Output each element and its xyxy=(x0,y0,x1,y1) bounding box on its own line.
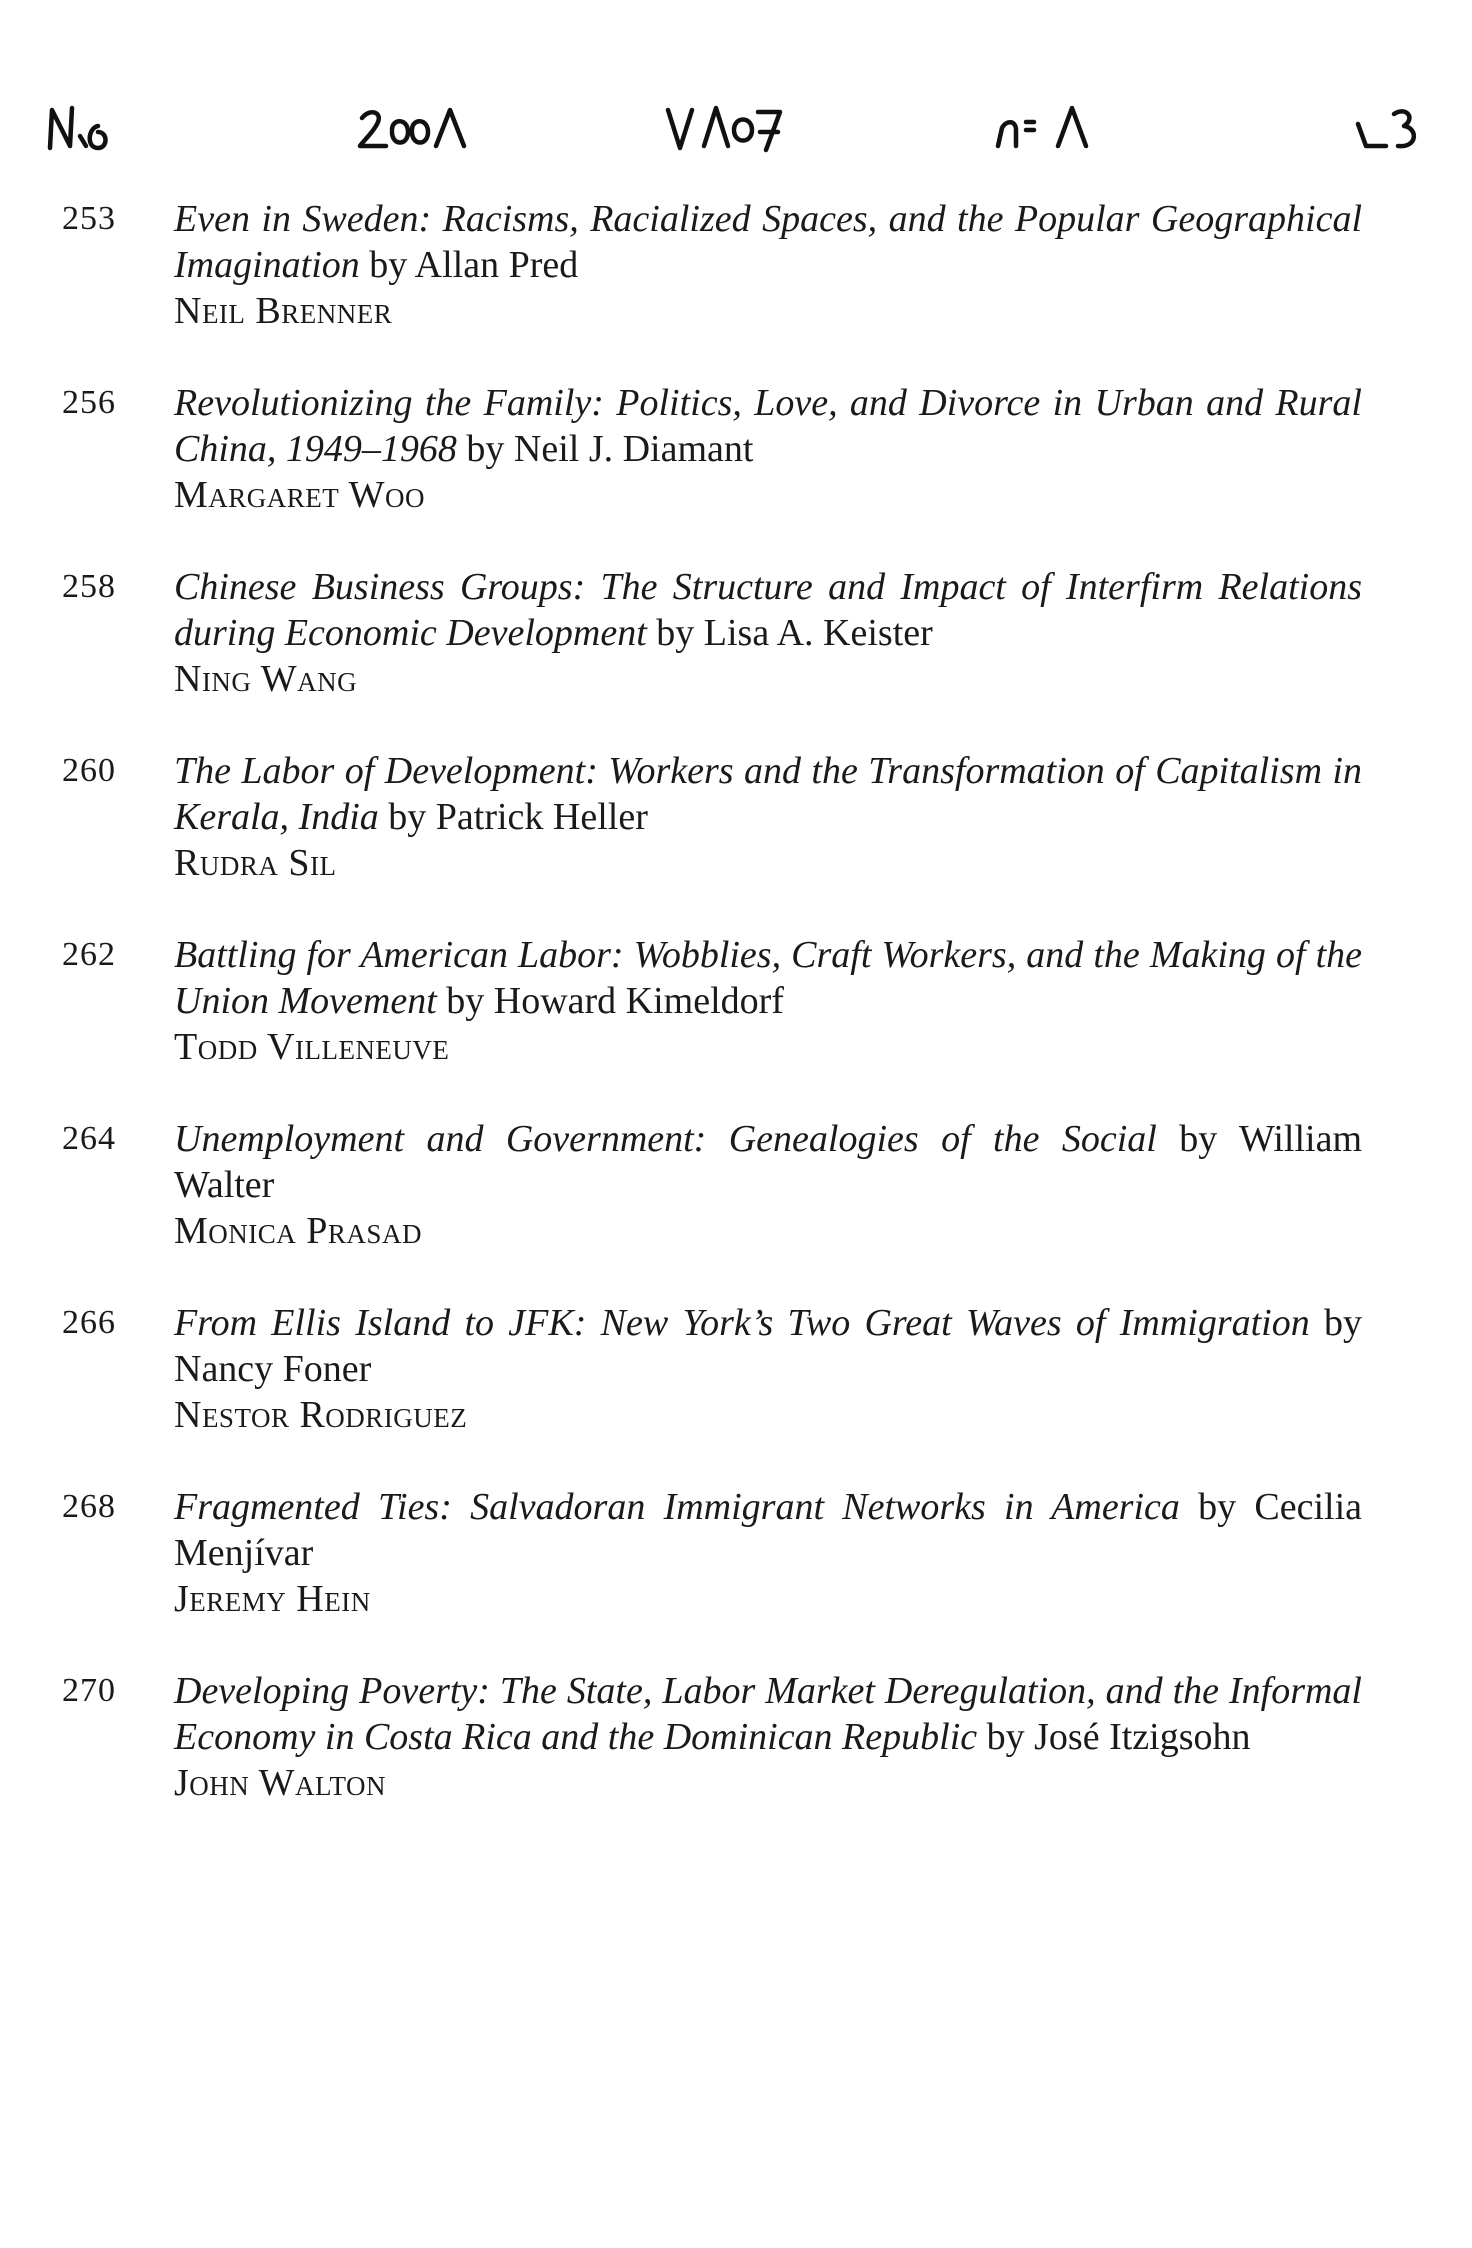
book-author: by Patrick Heller xyxy=(388,796,648,838)
entry-body xyxy=(174,1484,1362,1622)
list-item xyxy=(0,1116,1472,1300)
list-item xyxy=(0,748,1472,932)
entry-body xyxy=(174,380,1362,518)
reviewer-name: Ning Wang xyxy=(174,658,358,700)
book-title: Developing Poverty: The State, Labor Market Deregulation, and the Informal Economy in Costa Rica and the Dominican Republic xyxy=(174,1670,1362,1758)
book-author: by Lisa A. Keister xyxy=(656,612,933,654)
entry-body xyxy=(174,564,1362,702)
entry-body xyxy=(174,1116,1362,1254)
book-title: Unemployment and Government: Genealogies of the Social xyxy=(174,1118,1157,1160)
list-item xyxy=(0,1484,1472,1668)
citation xyxy=(174,380,1362,472)
page-number: 256 xyxy=(62,384,116,421)
list-item xyxy=(0,196,1472,380)
book-author: by José Itzigsohn xyxy=(986,1716,1251,1758)
entry-body xyxy=(174,932,1362,1070)
book-title: Even in Sweden: Racisms, Racialized Spaces, and the Popular Geographical Imagination xyxy=(174,198,1362,286)
book-author: by William Walter xyxy=(174,1118,1362,1206)
entry-body xyxy=(174,196,1362,334)
list-item xyxy=(0,1300,1472,1484)
citation xyxy=(174,1484,1362,1576)
reviewer-name: Todd Villeneuve xyxy=(174,1026,450,1068)
citation xyxy=(174,564,1362,656)
book-author: by Cecilia Menjívar xyxy=(174,1486,1363,1574)
reviewer-name: Margaret Woo xyxy=(174,474,425,516)
page-number: 260 xyxy=(62,752,116,789)
book-title: Revolutionizing the Family: Politics, Love, and Divorce in Urban and Rural China, 1949–1968 xyxy=(174,382,1362,470)
handwritten-annotation xyxy=(40,88,1432,178)
reviewer-name: Monica Prasad xyxy=(174,1210,422,1252)
page-number: 253 xyxy=(62,200,116,237)
citation xyxy=(174,1116,1362,1208)
page-number: 264 xyxy=(62,1120,116,1157)
entry-body xyxy=(174,748,1362,886)
page-number: 262 xyxy=(62,936,116,973)
book-title: Fragmented Ties: Salvadoran Immigrant Networks in America xyxy=(174,1486,1180,1528)
reviewer-name: Jeremy Hein xyxy=(174,1578,371,1620)
book-title: From Ellis Island to JFK: New York’s Two Great Waves of Immigration xyxy=(174,1302,1310,1344)
list-item xyxy=(0,564,1472,748)
book-author: by Neil J. Diamant xyxy=(466,428,754,470)
citation xyxy=(174,1300,1362,1392)
list-item xyxy=(0,380,1472,564)
reviewer-name: Rudra Sil xyxy=(174,842,337,884)
book-title: Chinese Business Groups: The Structure and Impact of Interfirm Relations during Economic Development xyxy=(174,566,1362,654)
citation xyxy=(174,1668,1362,1760)
book-title: The Labor of Development: Workers and the Transformation of Capitalism in Kerala, India xyxy=(174,750,1362,838)
book-review-list xyxy=(0,196,1472,1852)
page-number: 266 xyxy=(62,1304,116,1341)
list-item xyxy=(0,932,1472,1116)
page-number: 258 xyxy=(62,568,116,605)
book-title: Battling for American Labor: Wobblies, Craft Workers, and the Making of the Union Movement xyxy=(174,934,1362,1022)
citation xyxy=(174,932,1362,1024)
book-author: by Howard Kimeldorf xyxy=(446,980,784,1022)
entry-body xyxy=(174,1668,1362,1806)
reviewer-name: John Walton xyxy=(174,1762,386,1804)
reviewer-name: Nestor Rodriguez xyxy=(174,1394,468,1436)
citation xyxy=(174,196,1362,288)
book-author: by Allan Pred xyxy=(369,244,579,286)
reviewer-name: Neil Brenner xyxy=(174,290,393,332)
page-number: 268 xyxy=(62,1488,116,1525)
page-number: 270 xyxy=(62,1672,116,1709)
list-item xyxy=(0,1668,1472,1852)
citation xyxy=(174,748,1362,840)
entry-body xyxy=(174,1300,1362,1438)
book-author: by Nancy Foner xyxy=(174,1302,1363,1390)
